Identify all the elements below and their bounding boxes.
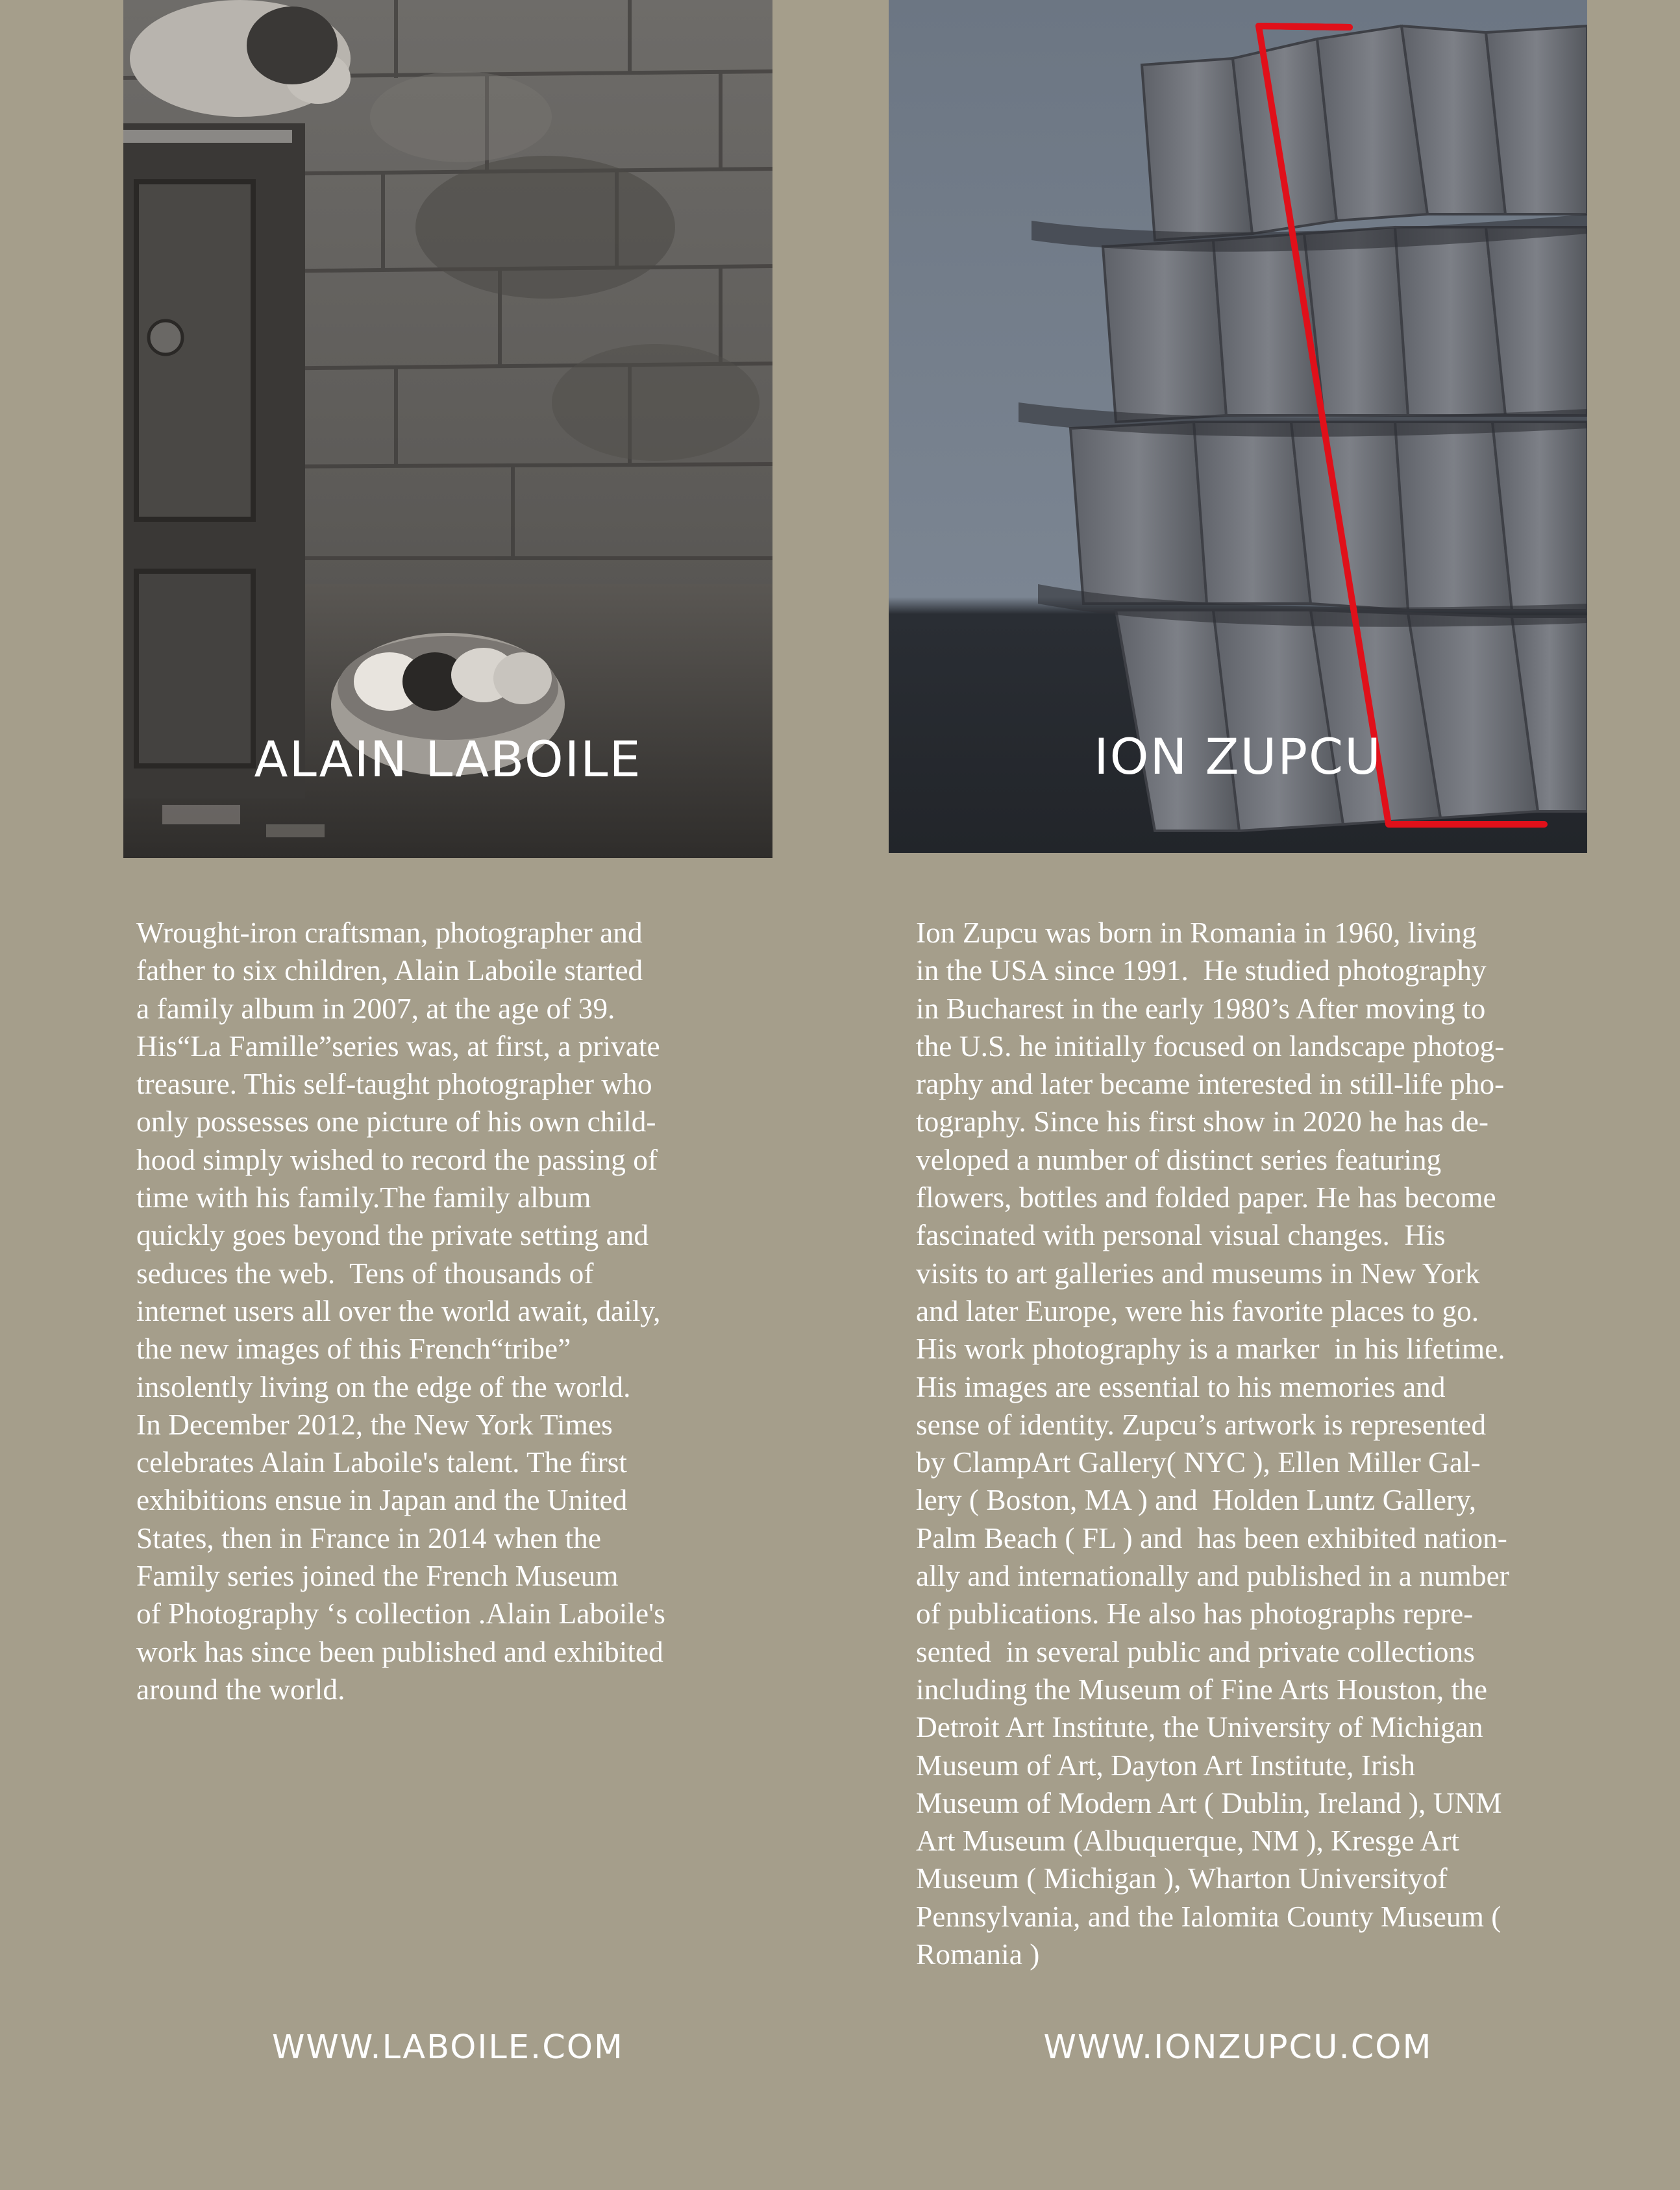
bio-line: sented in several public and private collections [916, 1635, 1475, 1668]
bio-line: Art Museum (Albuquerque, NM ), Kresge Art [916, 1825, 1460, 1858]
bio-ion-zupcu [916, 914, 1509, 1973]
bio-line: and later Europe, were his favorite places to go. [916, 1294, 1479, 1327]
photo-sculpture-image [889, 0, 1587, 853]
bio-line: insolently living on the edge of the world. [136, 1370, 631, 1403]
bio-line: Ion Zupcu was born in Romania in 1960, living [916, 917, 1477, 949]
bio-line: Wrought-iron craftsman, photographer and [136, 917, 643, 949]
bio-line: treasure. This self-taught photographer who [136, 1068, 652, 1101]
bio-line: seduces the web. Tens of thousands of [136, 1257, 594, 1290]
bio-line: ally and internationally and published in a number [916, 1560, 1509, 1593]
bio-line: hood simply wished to record the passing of [136, 1143, 658, 1176]
bio-line: Museum of Modern Art ( Dublin, Ireland ), UNM [916, 1786, 1502, 1819]
bio-line: Romania ) [916, 1938, 1040, 1971]
artist-name-heading: ION ZUPCU [1094, 728, 1382, 785]
photo-alain-laboile [123, 0, 772, 858]
bio-line: the U.S. he initially focused on landscape photog- [916, 1029, 1505, 1063]
bio-line: including the Museum of Fine Arts Houston, the [916, 1673, 1488, 1706]
bio-line: His images are essential to his memories and [916, 1370, 1446, 1403]
artist-name-heading: ALAIN LABOILE [254, 730, 642, 788]
bio-line: His work photography is a marker in his lifetime. [916, 1333, 1505, 1366]
bio-line: the new images of this French“tribe” [136, 1333, 571, 1366]
bio-line: raphy and later became interested in still-life pho- [916, 1068, 1505, 1101]
bio-line: a family album in 2007, at the age of 39. [136, 992, 615, 1025]
bio-line: Family series joined the French Museum [136, 1560, 619, 1593]
bio-line: around the world. [136, 1673, 345, 1706]
website-link-laboile[interactable]: WWW.LABOILE.COM [272, 2028, 624, 2067]
bio-line: father to six children, Alain Laboile started [136, 954, 643, 987]
bio-line: quickly goes beyond the private setting and [136, 1219, 649, 1252]
bio-line: Pennsylvania, and the Ialomita County Museum ( [916, 1900, 1501, 1933]
bio-line: flowers, bottles and folded paper. He has become [916, 1181, 1496, 1214]
bio-line: veloped a number of distinct series featuring [916, 1143, 1442, 1176]
bio-line: only possesses one picture of his own child- [136, 1105, 656, 1138]
bio-line: in the USA since 1991. He studied photography [916, 954, 1487, 987]
bio-line: lery ( Boston, MA ) and Holden Luntz Gallery, [916, 1484, 1477, 1517]
bio-line: Museum ( Michigan ), Wharton Universityof [916, 1862, 1448, 1895]
bio-line: In December 2012, the New York Times [136, 1408, 613, 1441]
bio-line: time with his family.The family album [136, 1181, 591, 1214]
photo-bw-image [123, 0, 772, 858]
bio-line: Palm Beach ( FL ) and has been exhibited nation- [916, 1521, 1507, 1555]
bio-line: Museum of Art, Dayton Art Institute, Irish [916, 1749, 1416, 1782]
bio-line: His“La Famille”series was, at first, a private [136, 1029, 660, 1063]
website-link-ionzupcu[interactable]: WWW.IONZUPCU.COM [1043, 2028, 1433, 2067]
bio-line: by ClampArt Gallery( NYC ), Ellen Miller Gal- [916, 1446, 1481, 1479]
bio-line: internet users all over the world await, daily, [136, 1294, 661, 1327]
bio-line: of publications. He also has photographs repre- [916, 1597, 1474, 1630]
bio-line: exhibitions ensue in Japan and the United [136, 1484, 628, 1517]
photo-ion-zupcu [889, 0, 1587, 853]
bio-line: work has since been published and exhibited [136, 1635, 663, 1668]
bio-line: States, then in France in 2014 when the [136, 1521, 602, 1555]
bio-line: fascinated with personal visual changes. His [916, 1219, 1446, 1252]
bio-line: visits to art galleries and museums in New York [916, 1257, 1480, 1290]
bio-line: Detroit Art Institute, the University of Michigan [916, 1711, 1483, 1744]
bio-line: tography. Since his first show in 2020 he has de- [916, 1105, 1489, 1138]
bio-line: celebrates Alain Laboile's talent. The first [136, 1446, 628, 1479]
bio-line: of Photography ‘s collection .Alain Laboile's [136, 1597, 665, 1630]
bio-line: sense of identity. Zupcu’s artwork is represented [916, 1408, 1487, 1441]
bio-line: in Bucharest in the early 1980’s After moving to [916, 992, 1486, 1025]
bio-alain-laboile [136, 914, 665, 1708]
